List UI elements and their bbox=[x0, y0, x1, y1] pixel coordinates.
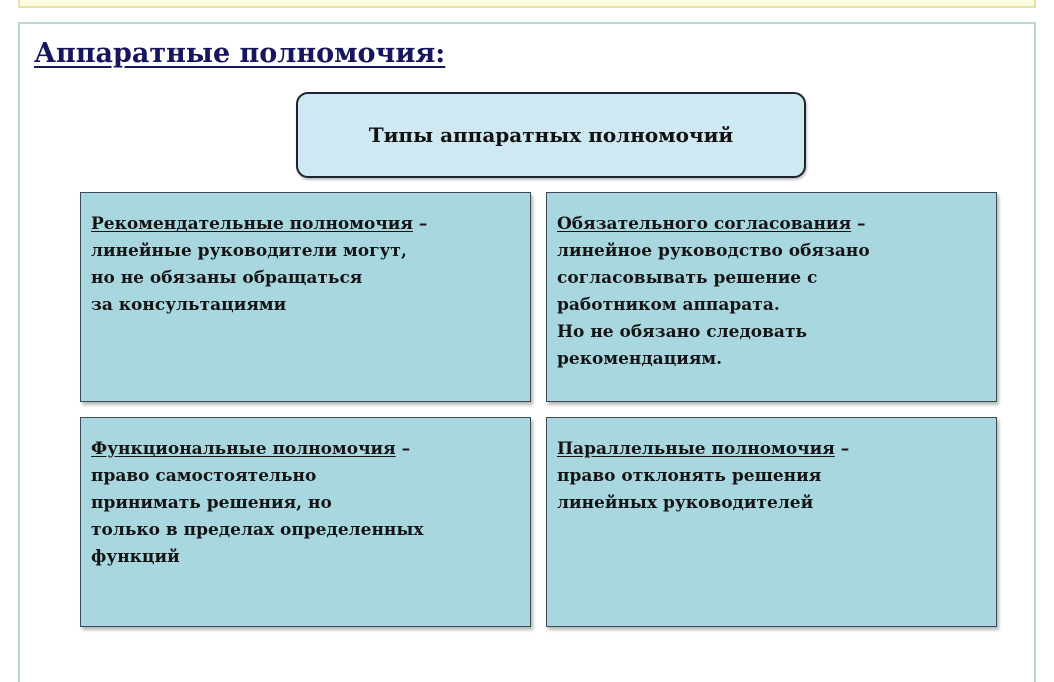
slide-frame bbox=[18, 22, 1036, 682]
card-functional-powers bbox=[80, 417, 531, 627]
card-term: Параллельные полномочия bbox=[557, 439, 835, 459]
card-line: право отклонять решения bbox=[557, 466, 822, 486]
card-dash: – bbox=[834, 439, 850, 459]
top-banner-strip bbox=[18, 0, 1036, 8]
card-dash: – bbox=[395, 439, 411, 459]
diagram-root-label: Типы аппаратных полномочий bbox=[368, 123, 734, 147]
diagram-root-box bbox=[296, 92, 806, 178]
card-term: Функциональные полномочия bbox=[91, 439, 396, 459]
card-line: рекомендациям. bbox=[557, 349, 723, 369]
card-first-line bbox=[557, 211, 986, 238]
card-first-line bbox=[91, 211, 520, 238]
card-term: Рекомендательные полномочия bbox=[91, 214, 413, 234]
card-dash: – bbox=[851, 214, 866, 234]
card-line: работником аппарата. bbox=[557, 295, 780, 315]
card-first-line bbox=[557, 436, 986, 463]
card-line: право самостоятельно bbox=[91, 466, 317, 486]
card-first-line bbox=[91, 436, 520, 463]
card-line: согласовывать решение с bbox=[557, 268, 818, 288]
card-line: линейное руководство обязано bbox=[557, 241, 870, 261]
card-line: линейных руководителей bbox=[557, 493, 814, 513]
card-term: Обязательного согласования bbox=[557, 214, 852, 234]
card-line: за консультациями bbox=[91, 295, 287, 315]
card-line: Но не обязано следовать bbox=[557, 322, 808, 342]
card-line: но не обязаны обращаться bbox=[91, 268, 363, 288]
card-recommendatory-powers bbox=[80, 192, 531, 402]
card-mandatory-approval bbox=[546, 192, 997, 402]
card-line: принимать решения, но bbox=[91, 493, 332, 513]
slide-heading: Аппаратные полномочия: bbox=[34, 38, 446, 69]
card-line: только в пределах определенных bbox=[91, 520, 424, 540]
card-parallel-powers bbox=[546, 417, 997, 627]
card-line: функций bbox=[91, 547, 180, 567]
card-line: линейные руководители могут, bbox=[91, 241, 407, 261]
card-dash: – bbox=[412, 214, 428, 234]
